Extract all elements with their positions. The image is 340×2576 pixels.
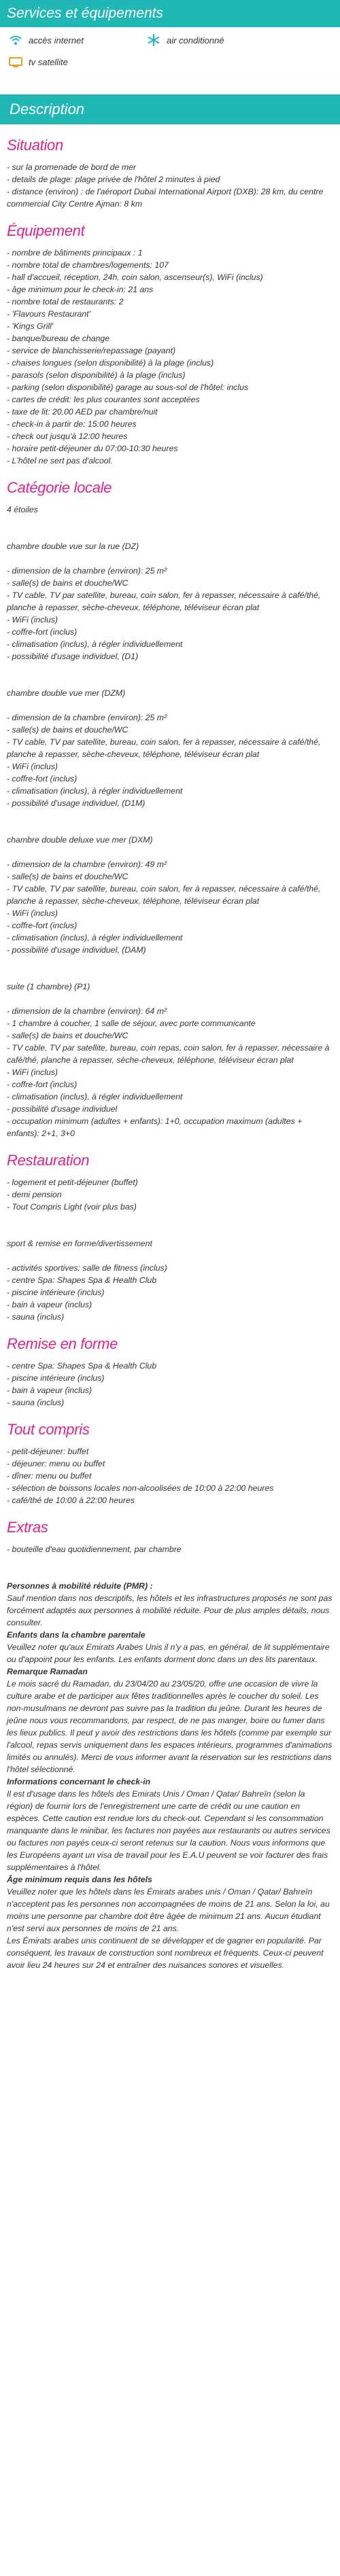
list-item: - cartes de crédit: les plus courantes sont acceptées — [7, 395, 200, 404]
room-name: chambre double deluxe vue mer (DXM) — [7, 835, 153, 845]
tv-icon — [8, 54, 23, 69]
subsection-title: sport & remise en forme/divertissement — [7, 1239, 152, 1248]
list-item: - distance (environ) : de l'aéroport Dubaï International Airport (DXB): 28 km, du centre commercial City Centre Ajman: 8 km — [7, 187, 324, 209]
list-item: - parking (selon disponibilité) garage au sous-sol de l'hôtel: inclus — [7, 383, 249, 392]
note-heading: Personnes à mobilité réduite (PMR) : — [7, 1581, 153, 1591]
list-item: - chaises longues (selon disponibilité) à la plage (inclus) — [7, 358, 214, 368]
list-item: - salle(s) de bains et douche/WC — [7, 578, 129, 588]
list-item: - possibilité d'usage individuel, (DAM) — [7, 945, 146, 955]
list-item: - salle(s) de bains et douche/WC — [7, 1031, 129, 1040]
amenity-label: tv satellite — [29, 56, 68, 67]
list-item: - coffre-fort (inclus) — [7, 774, 78, 783]
section-title: Remise en forme — [7, 1335, 118, 1352]
list-item: - climatisation (inclus), à régler individuellement — [7, 1092, 183, 1101]
list-item: - petit-déjeuner: buffet — [7, 1447, 89, 1456]
list-item: - climatisation (inclus), à régler individuellement — [7, 933, 183, 942]
section-title: Situation — [7, 137, 63, 154]
list-item: - bouteille d'eau quotidiennement, par chambre — [7, 1545, 182, 1554]
list-item: - salle(s) de bains et douche/WC — [7, 725, 129, 735]
section-title: Tout compris — [7, 1421, 90, 1438]
list-item: - centre Spa: Shapes Spa & Health Club — [7, 1275, 157, 1285]
services-title: Services et équipements — [7, 5, 163, 21]
list-item: - sur la promenade de bord de mer — [7, 162, 137, 172]
extras-list — [7, 1543, 333, 1555]
equipement-list — [7, 247, 333, 467]
section-title: Restauration — [7, 1152, 90, 1169]
notes-block — [7, 1580, 333, 1971]
list-item: - dimension de la chambre (environ): 64 m² — [7, 1006, 167, 1016]
list-item: - TV cable, TV par satellite, bureau, coin salon, fer à repasser, nécessaire à café/thé, planche à repasser, sèche-cheveux, téléphone, téléviseur écran plat — [7, 884, 321, 906]
list-item: - dimension de la chambre (environ): 25 m² — [7, 566, 167, 576]
list-item: - WiFi (inclus) — [7, 762, 58, 771]
list-item: - café/thé de 10:00 à 22:00 heures — [7, 1496, 135, 1505]
list-item: - centre Spa: Shapes Spa & Health Club — [7, 1361, 157, 1371]
note-heading: Enfants dans la chambre parentale — [7, 1630, 146, 1640]
note-text: Veuillez noter que les hôtels dans les Émirats arabes unis / Oman / Qatar/ Bahreïn n'acceptent pas les personnes non accompagnées de moins de 21 ans. Selon la loi, au moins une personne par chambre doit être âgée de minimum 21 ans. Aucun étudiant n'est servi aux personnes de moins de 21 ans. — [7, 1887, 330, 1933]
list-item: - nombre total de restaurants: 2 — [7, 297, 124, 306]
list-item: - bain à vapeur (inclus) — [7, 1300, 92, 1309]
list-item: - 1 chambre à coucher, 1 salle de séjour, avec porte communicante — [7, 1019, 256, 1028]
list-item: - possibilité d'usage individuel, (D1) — [7, 652, 139, 661]
description-title: Description — [10, 101, 85, 118]
list-item: - horaire petit-déjeuner du 07:00-10:30 heures — [7, 444, 178, 453]
list-item: - coffre-fort (inclus) — [7, 627, 78, 637]
list-item: - dimension de la chambre (environ): 49 m² — [7, 860, 167, 869]
section-title: Catégorie locale — [7, 479, 112, 496]
list-item: - nombre total de chambres/logements: 107 — [7, 260, 169, 270]
note-text: Les Émirats arabes unis continuent de se développer et de gagner en popularité. Par conséquent, les travaux de construction sont nombreux et fréquents. Ceux-ci peuvent avoir lieu 24 heures sur 24 et entraîner des nuisances sonores et visuelles. — [7, 1936, 324, 1970]
list-item: - bain à vapeur (inclus) — [7, 1386, 92, 1395]
list-item: - 'Kings Grill' — [7, 321, 54, 331]
list-item: - dîner: menu ou buffet — [7, 1471, 92, 1481]
list-item: - WiFi (inclus) — [7, 615, 58, 624]
list-item: - climatisation (inclus), à régler individuellement — [7, 639, 183, 649]
note-text: Il est d'usage dans les hôtels des Emirats Unis / Oman / Qatar/ Bahreïn (selon la région) de fournir lors de l'enregistrement une carte de crédit ou une caution en espèces. Cette caution est rendue lors du check-out. Cependant si les consommation manquante dans le minibar, les factures non payées aux restaurants ou autres services ou factures non payés ceux-ci seront retenus sur la caution. Nous vous informons que les Européens ayant un visa de travail pour les E.A.U peuvent se voir facturer des frais supplémentaires à l'hôtel. — [7, 1789, 330, 1872]
list-item: - TV cable, TV par satellite, bureau, coin repas, coin salon, fer à repasser, nécessaire à café/thé, planche à repasser, sèche-cheveux, téléphone, téléviseur écran plat — [7, 1043, 330, 1065]
amenity-tv — [8, 54, 68, 69]
list-item: - L'hôtel ne sert pas d'alcool. — [7, 456, 113, 465]
list-item: - déjeuner: menu ou buffet — [7, 1459, 105, 1468]
amenity-label: air conditionné — [167, 35, 224, 46]
list-item: - coffre-fort (inclus) — [7, 921, 78, 930]
amenity-internet — [8, 33, 84, 48]
list-item: - parasols (selon disponibilité) à la plage (inclus) — [7, 370, 186, 380]
amenity-label: accès internet — [29, 35, 84, 46]
categorie-block — [7, 504, 333, 1140]
list-item: - climatisation (inclus), à régler individuellement — [7, 786, 183, 796]
list-item: - dimension de la chambre (environ): 25 m² — [7, 713, 167, 722]
list-item: - TV cable, TV par satellite, bureau, coin salon, fer à repasser, nécessaire à café/thé, planche à repasser, sèche-cheveux, téléphone, téléviseur écran plat — [7, 737, 321, 759]
tout-compris-list — [7, 1445, 333, 1506]
room-name: chambre double vue sur la rue (DZ) — [7, 542, 139, 551]
list-item: - service de blanchisserie/repassage (payant) — [7, 346, 176, 355]
list-item: - demi pension — [7, 1190, 62, 1199]
list-item: - TV cable, TV par satellite, bureau, coin salon, fer à repasser, nécessaire à café/thé, planche à repasser, sèche-cheveux, téléphone, téléviseur écran plat — [7, 590, 321, 612]
list-item: - check-in à partir de: 15:00 heures — [7, 419, 137, 429]
list-item: - logement et petit-déjeuner (buffet) — [7, 1178, 138, 1187]
list-item: - possibilité d'usage individuel, (D1M) — [7, 798, 146, 808]
note-text: Sauf mention dans nos descriptifs, les hôtels et les infrastructures proposés ne sont pas forcément adaptés aux personnes à mobilité réduite. Pour de plus amples détails, nous consulter. — [7, 1593, 333, 1627]
list-item: - WiFi (inclus) — [7, 908, 58, 918]
list-item: - sauna (inclus) — [7, 1312, 65, 1322]
list-item: - possibilité d'usage individuel — [7, 1104, 118, 1114]
list-item: - activités sportives: salle de fitness (inclus) — [7, 1263, 167, 1273]
list-item: - sauna (inclus) — [7, 1398, 65, 1407]
section-title: Équipement — [7, 222, 85, 239]
list-item: - check out jusqu'à 12:00 heures — [7, 431, 128, 441]
description-content — [0, 137, 340, 1971]
wifi-icon — [8, 33, 23, 48]
amenities-list — [0, 27, 340, 72]
list-item: - Tout Compris Light (voir plus bas) — [7, 1202, 137, 1212]
list-item: - WiFi (inclus) — [7, 1068, 58, 1077]
remise-list — [7, 1360, 333, 1409]
list-item: - coffre-fort (inclus) — [7, 1080, 78, 1089]
list-item: - piscine intérieure (inclus) — [7, 1288, 105, 1297]
list-item: - piscine intérieure (inclus) — [7, 1373, 105, 1383]
list-item: - occupation minimum (adultes + enfants): 1+0, occupation maximum (adultes + enfants): 2+1, 3+0 — [7, 1116, 303, 1138]
list-item: - details de plage: plage privée de l'hôtel 2 minutes à pied — [7, 175, 220, 184]
note-text: Le mois sacré du Ramadan, du 23/04/20 au 23/05/20, offre une occasion de vivre la culture arabe et de participer aux fêtes traditionnelles après le coucher du soleil. Les non-musulmans ne devront pas suivre pas la tradition du jeûne. Durant les heures de jeûne nous vous recommandons, par respect, de ne pas manger, boire ou fumer dans les lieux publics. Il peut y avoir des restrictions dans les hôtels (comme par exemple sur l'alcool, repas servis uniquement dans les espaces intérieurs, programmes d'animations limités ou annulés). Merci de vous informer avant la réservation sur les restrictions dans l'hôtel sélectionné. — [7, 1679, 333, 1774]
list-item: - âge minimum pour le check-in: 21 ans — [7, 285, 154, 294]
list-item: - banque/bureau de change — [7, 334, 110, 343]
list-item: - hall d'accueil, réception, 24h, coin salon, ascenseur(s), WiFi (inclus) — [7, 272, 263, 282]
list-item: - nombre de bâtiments principaux : 1 — [7, 248, 143, 258]
services-banner — [0, 0, 340, 27]
list-item: - 'Flavours Restaurant' — [7, 309, 90, 319]
amenity-aircon — [146, 33, 224, 48]
note-text: Veuillez noter qu'aux Emirats Arabes Unis il n'y a pas, en général, de lit supplémentaire ou d'appoint pour les enfants. Les enfants dorment donc dans un des lits parentaux. — [7, 1642, 330, 1664]
room-name: chambre double vue mer (DZM) — [7, 688, 126, 698]
star-rating: 4 étoiles — [7, 505, 38, 514]
list-item: - salle(s) de bains et douche/WC — [7, 872, 129, 881]
room-name: suite (1 chambre) (P1) — [7, 982, 90, 991]
note-heading: Âge minimum requis dans les hôtels — [7, 1875, 152, 1884]
snowflake-icon — [146, 33, 161, 48]
note-heading: Remarque Ramadan — [7, 1667, 88, 1676]
list-item: - sélection de boissons locales non-alcoolisées de 10:00 à 22:00 heures — [7, 1483, 274, 1493]
restauration-list — [7, 1176, 333, 1323]
section-title: Extras — [7, 1519, 48, 1536]
note-heading: Informations concernant le check-in — [7, 1777, 151, 1786]
description-banner — [0, 94, 340, 124]
situation-list — [7, 161, 333, 210]
list-item: - taxe de lit: 20,00 AED par chambre/nuit — [7, 407, 158, 417]
